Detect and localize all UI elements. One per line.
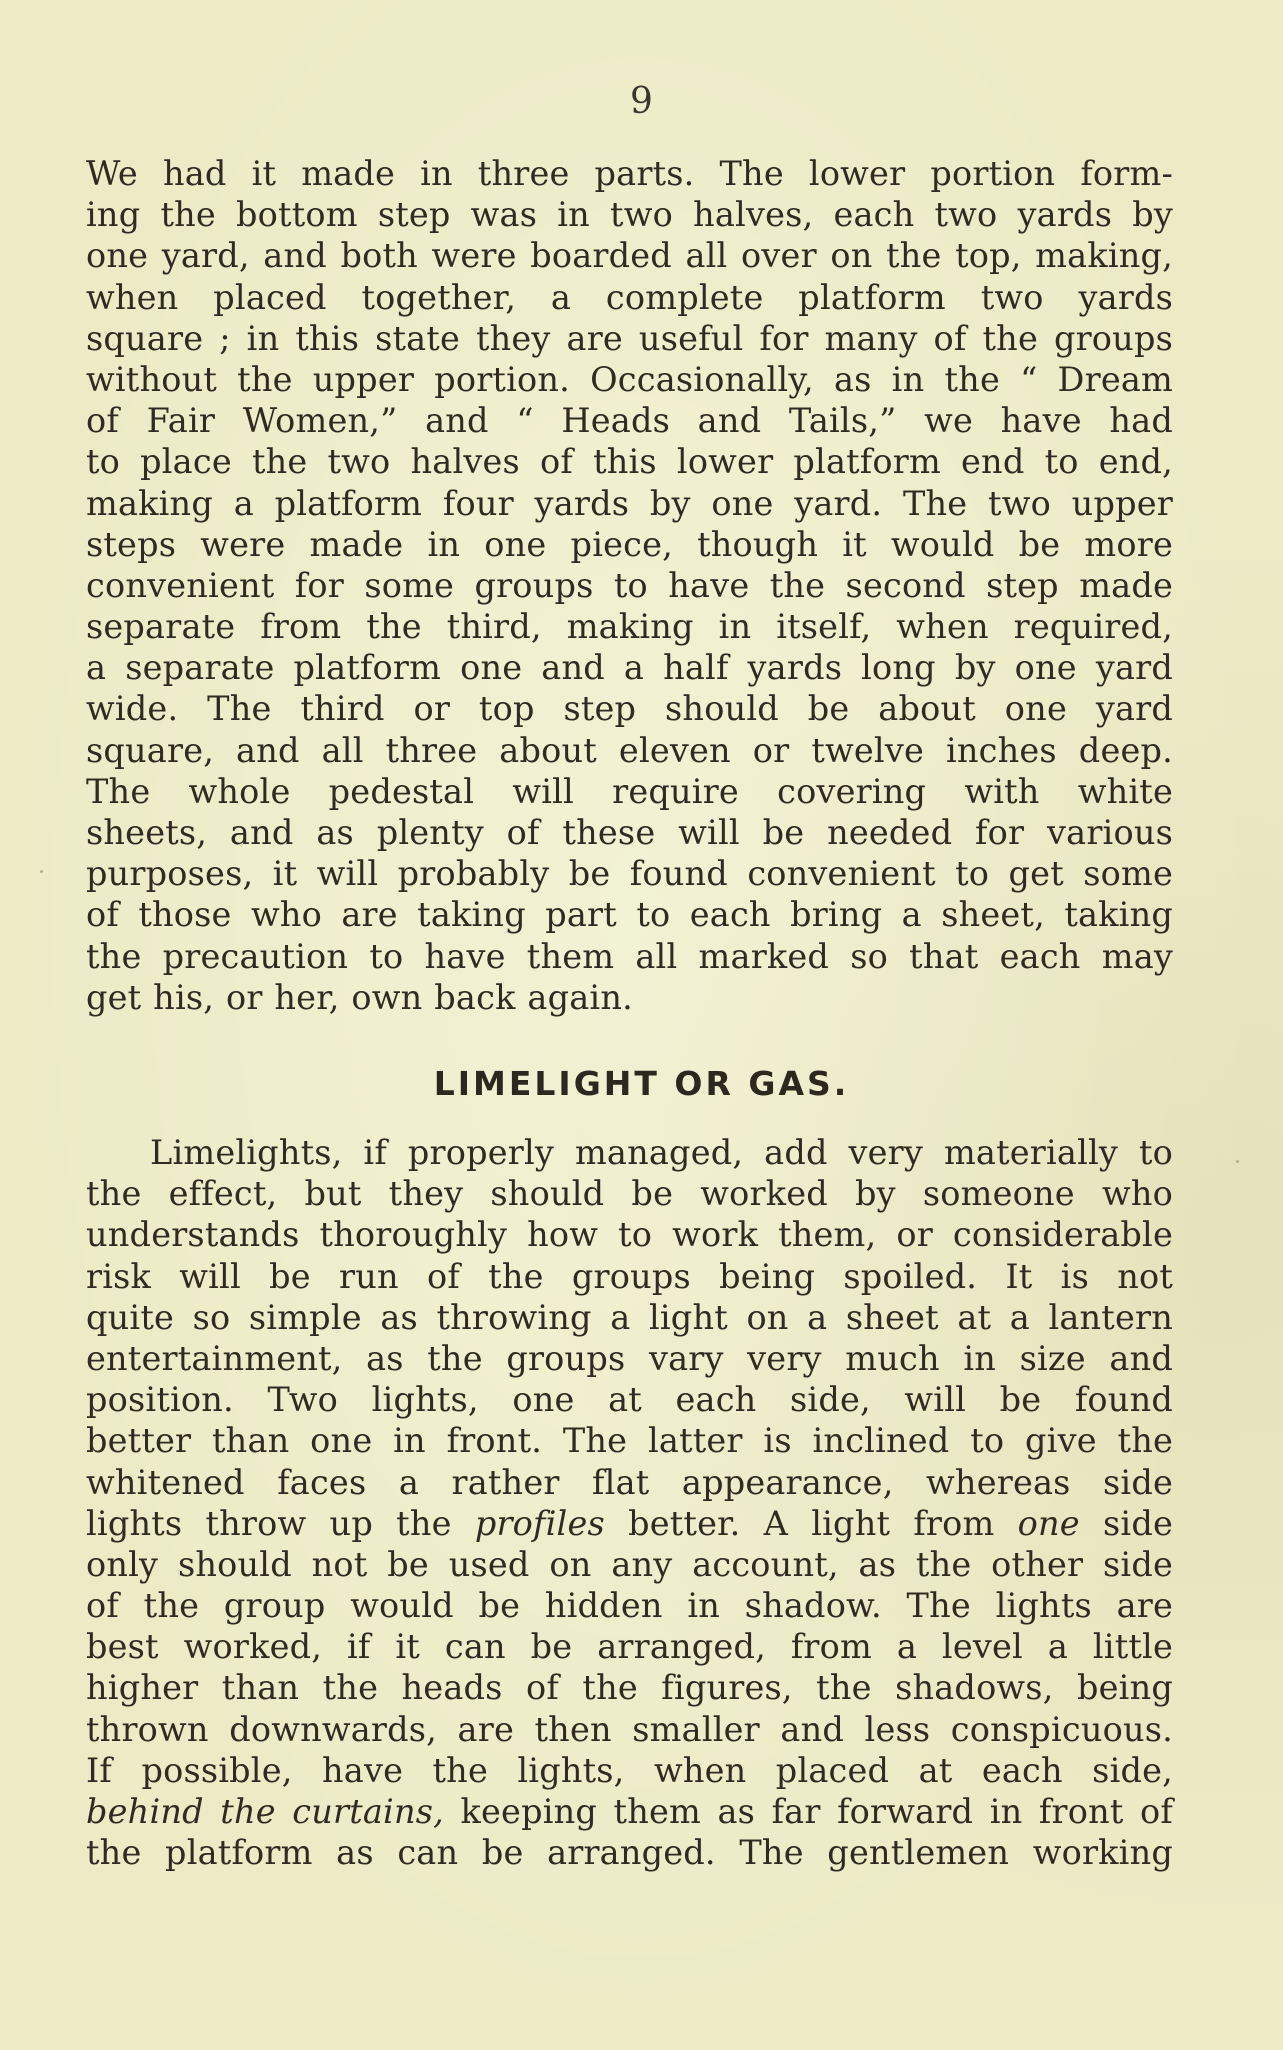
text-line: of the group would be hidden in shadow. The lights are [86, 1586, 1173, 1626]
text-line: get his, or her, own back again. [86, 977, 633, 1017]
text-line: entertainment, as the groups vary very much in size and [86, 1338, 1173, 1378]
italic-run: behind the curtains, [86, 1792, 444, 1831]
text-run: lights throw up the [86, 1503, 475, 1543]
text-line: The whole pedestal will require covering with white [86, 771, 1173, 811]
text-line: best worked, if it can be arranged, from a level a little [86, 1627, 1173, 1667]
text-line: ing the bottom step was in two halves, each two yards by [86, 195, 1173, 235]
text-line: square, and all three about eleven or twelve inches deep. [86, 730, 1173, 770]
text-line [86, 1791, 1173, 1832]
text-line: higher than the heads of the figures, the shadows, being [86, 1668, 1173, 1708]
text-line: when placed together, a complete platform two yards [86, 277, 1173, 317]
section-heading: LIMELIGHT OR GAS. [433, 1064, 850, 1103]
italic-run: profiles [474, 1503, 605, 1543]
text-line: of Fair Women,” and “ Heads and Tails,” we have had [86, 401, 1173, 441]
paragraph-limelight [86, 1132, 1173, 1873]
text-line: understands thoroughly how to work them, or considerable [86, 1215, 1173, 1255]
text-line: to place the two halves of this lower platform end to end, [86, 442, 1173, 482]
text-line: convenient for some groups to have the second step made [86, 565, 1173, 605]
paper-speck [1236, 1160, 1239, 1163]
text-line: purposes, it will probably be found convenient to get some [86, 854, 1173, 894]
text-run: side [1079, 1503, 1173, 1543]
italic-run: one [1017, 1503, 1080, 1543]
text-line: square ; in this state they are useful for many of the groups [86, 318, 1173, 358]
text-line: If possible, have the lights, when placed at each side, [86, 1750, 1173, 1790]
text-line: of those who are taking part to each bring a sheet, taking [86, 895, 1173, 935]
text-line [86, 1503, 1173, 1544]
text-line: only should not be used on any account, as the other side [86, 1544, 1173, 1584]
text-line: steps were made in one piece, though it would be more [86, 524, 1173, 564]
text-line: position. Two lights, one at each side, will be found [86, 1380, 1173, 1420]
page-number: 9 [630, 81, 653, 122]
text-line: separate from the third, making in itself, when required, [86, 607, 1173, 647]
text-line: one yard, and both were boarded all over on the top, making, [86, 236, 1173, 276]
text-line: whitened faces a rather flat appearance, whereas side [86, 1462, 1173, 1502]
text-line: risk will be run of the groups being spoiled. It is not [86, 1256, 1173, 1296]
text-run: better. A light from [604, 1503, 1018, 1543]
text-run: keeping them as far forward in front of [444, 1792, 1173, 1831]
text-line: making a platform four yards by one yard. The two upper [86, 483, 1173, 523]
text-line: the precaution to have them all marked so that each may [86, 936, 1173, 976]
text-line: without the upper portion. Occasionally, as in the “ Dream [86, 359, 1173, 399]
paper-speck [40, 870, 43, 873]
paragraph-pedestal [86, 153, 1173, 1018]
text-line: Limelights, if properly managed, add very materially to [150, 1133, 1173, 1172]
text-line: a separate platform one and a half yards long by one yard [86, 648, 1173, 688]
text-line: thrown downwards, are then smaller and less conspicuous. [86, 1709, 1173, 1749]
text-line: the platform as can be arranged. The gentlemen working [86, 1833, 1173, 1873]
text-line: wide. The third or top step should be about one yard [86, 689, 1173, 729]
text-line: We had it made in three parts. The lower portion form- [86, 154, 1173, 193]
text-line: quite so simple as throwing a light on a sheet at a lantern [86, 1297, 1173, 1337]
text-line: better than one in front. The latter is inclined to give the [86, 1421, 1173, 1461]
text-line: the effect, but they should be worked by someone who [86, 1174, 1173, 1214]
text-line: sheets, and as plenty of these will be needed for various [86, 813, 1173, 852]
